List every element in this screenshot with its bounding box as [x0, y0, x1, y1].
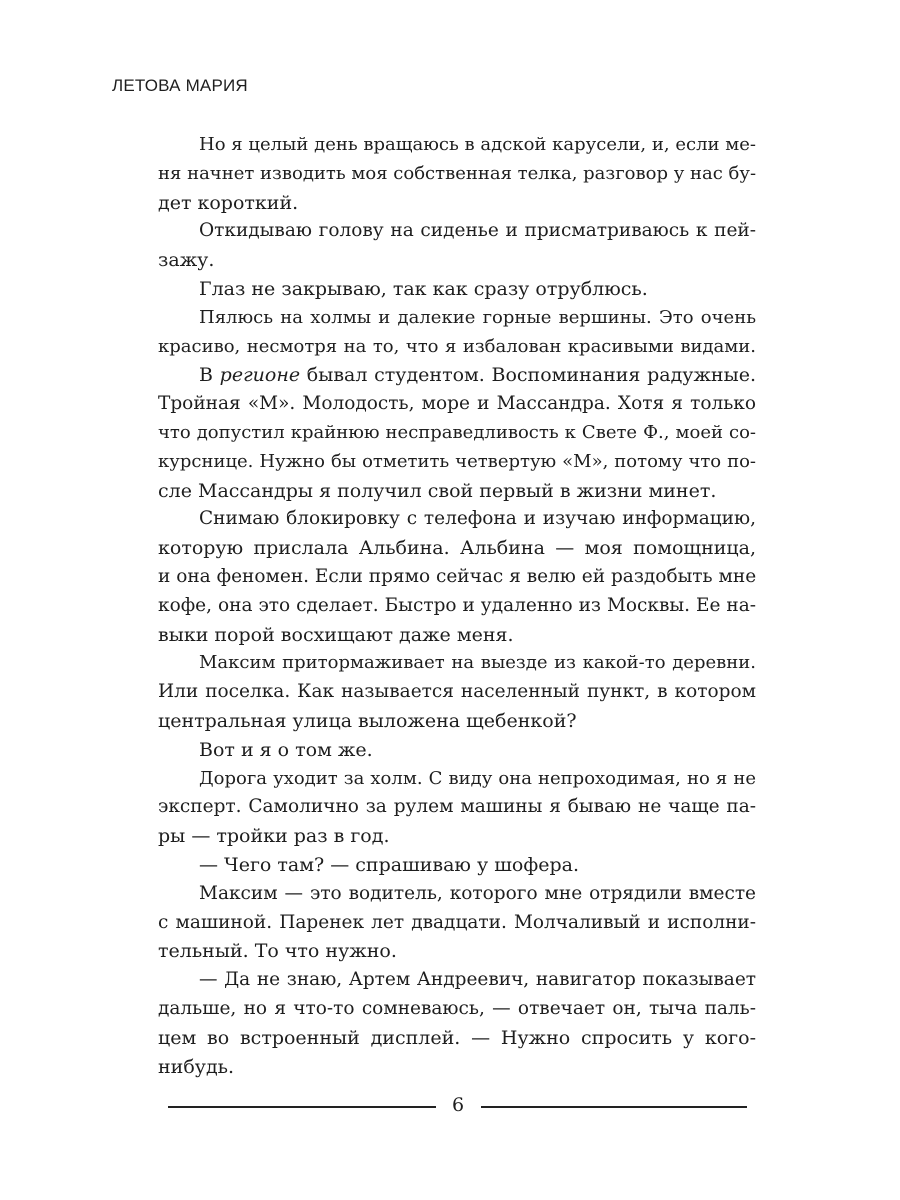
text-line: эксперт. Самолично за рулем машины я бываю не чаще па-: [158, 796, 756, 818]
text-line: ня начнет изводить моя собственная телка, разговор у нас бу-: [158, 162, 757, 184]
text-line: центральная улица выложена щебенкой?: [158, 709, 577, 732]
text-line: цем во встроенный дисплей. — Нужно спросить у кого-: [158, 1026, 756, 1049]
text-line: дет короткий.: [158, 191, 299, 214]
text-line: зажу.: [158, 249, 215, 272]
footer-rule-right: [481, 1106, 747, 1108]
italic-word: регионе: [219, 364, 301, 387]
text-line: ры — тройки раз в год.: [158, 825, 390, 848]
text-line: Глаз не закрываю, так как сразу отрублюсь.: [199, 277, 648, 300]
text-line: сле Массандры я получил свой первый в жизни минет.: [158, 479, 717, 502]
text-segment: В: [199, 364, 220, 387]
text-line: Или поселка. Как называется населенный пункт, в котором: [158, 681, 756, 703]
running-header-author: ЛЕТОВА МАРИЯ: [112, 76, 248, 95]
text-line: тельный. То что нужно.: [158, 940, 397, 963]
text-line: Максим — это водитель, которого мне отрядили вместе: [199, 882, 756, 904]
text-line: Но я целый день вращаюсь в адской карусели, и, если ме-: [199, 134, 756, 155]
text-line: курснице. Нужно бы отметить четвертую «М», потому что по-: [158, 450, 756, 472]
text-line: которую прислала Альбина. Альбина — моя помощница,: [158, 537, 756, 560]
text-line: Снимаю блокировку с телефона и изучаю информацию,: [199, 508, 756, 530]
text-line: Вот и я о том же.: [199, 738, 373, 761]
text-line: нибудь.: [158, 1055, 235, 1078]
text-line: — Да не знаю, Артем Андреевич, навигатор показывает: [199, 969, 756, 991]
book-text: [158, 131, 756, 1081]
text-line: Тройная «М». Молодость, море и Массандра. Хотя я только: [158, 393, 756, 415]
text-segment: бывал студентом. Воспоминания радужные.: [300, 364, 756, 387]
footer-rule-left: [168, 1106, 436, 1108]
page-number: 6: [451, 1094, 465, 1116]
text-line: с машиной. Паренек лет двадцати. Молчаливый и исполни-: [158, 911, 756, 933]
text-line: дальше, но я что-то сомневаюсь, — отвечает он, тыча паль-: [158, 997, 756, 1019]
page-footer: [0, 1090, 900, 1124]
text-line: красиво, несмотря на то, что я избалован красивыми видами.: [158, 335, 756, 357]
text-line: что допустил крайнюю несправедливость к Свете Ф., моей со-: [158, 421, 756, 443]
text-line: Пялюсь на холмы и далекие горные вершины. Это очень: [199, 306, 756, 328]
text-line: выки порой восхищают даже меня.: [158, 623, 514, 646]
text-line: Откидываю голову на сиденье и присматриваюсь к пей-: [199, 220, 756, 242]
text-line: — Чего там? — спрашиваю у шофера.: [199, 853, 579, 876]
text-line: Максим притормаживает на выезде из какой-то деревни.: [199, 652, 756, 674]
text-line: Дорога уходит за холм. С виду она непроходимая, но я не: [199, 767, 756, 789]
text-line: и она феномен. Если прямо сейчас я велю ей раздобыть мне: [158, 565, 757, 587]
text-line: кофе, она это сделает. Быстро и удаленно из Москвы. Ее на-: [158, 594, 756, 616]
text-line-mixed: [158, 361, 756, 390]
